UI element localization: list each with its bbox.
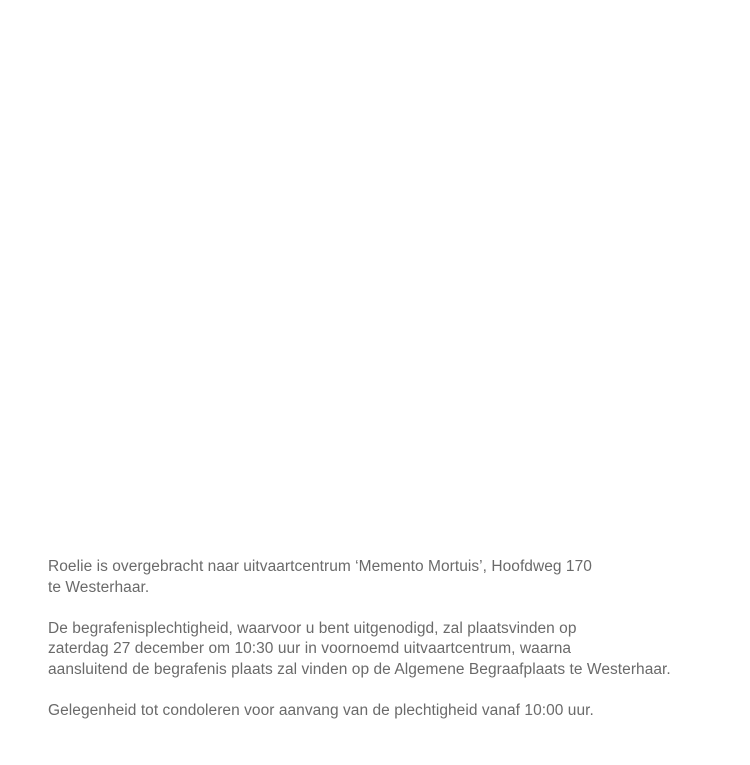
text-line: te Westerhaar. xyxy=(48,578,150,596)
text-line: Roelie is overgebracht naar uitvaartcentrum ‘Memento Mortuis’, Hoofdweg 170 xyxy=(48,558,592,575)
text-line: zaterdag 27 december om 10:30 uur in voornoemd uitvaartcentrum, waarna xyxy=(48,640,572,657)
text-line: aansluitend de begrafenis plaats zal vinden op de Algemene Begraafplaats te Westerhaar. xyxy=(48,660,671,678)
text-line: De begrafenisplechtigheid, waarvoor u bent uitgenodigd, zal plaatsvinden op xyxy=(48,619,577,637)
announcement-text xyxy=(48,557,738,742)
condolence-paragraph xyxy=(48,701,738,722)
ceremony-paragraph xyxy=(48,619,738,681)
transfer-paragraph xyxy=(48,557,738,598)
text-line: Gelegenheid tot condoleren voor aanvang van de plechtigheid vanaf 10:00 uur. xyxy=(48,701,594,719)
